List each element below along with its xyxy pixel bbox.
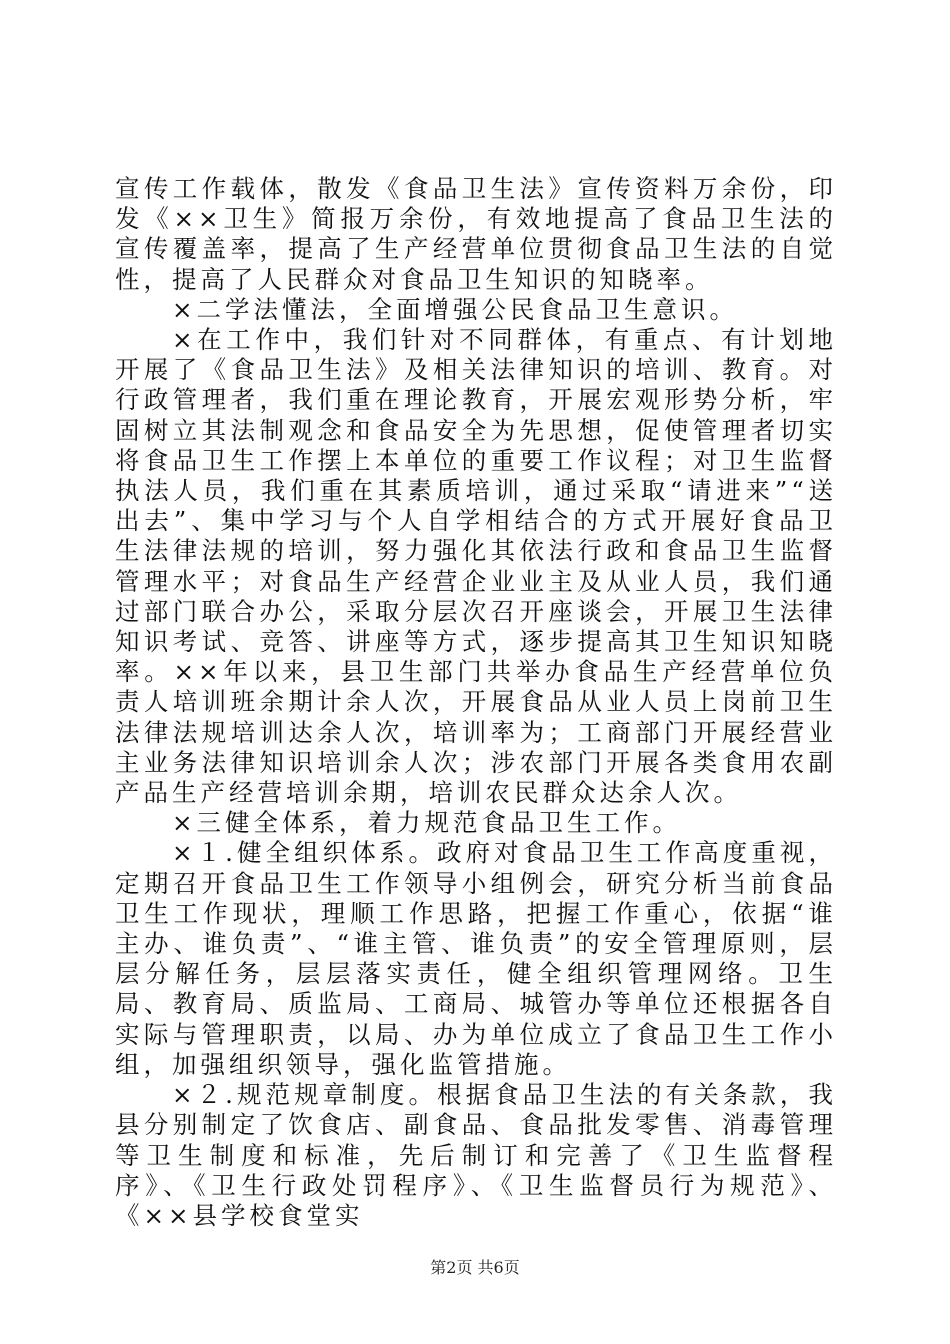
paragraph-1: 宣传工作载体，散发《食品卫生法》宣传资料万余份，印发《××卫生》简报万余份，有效地提高了食品卫生法的宣传覆盖率，提高了生产经营单位贯彻食品卫生法的自觉性，提高了人民群众对食品卫生知识的知晓率。	[115, 174, 837, 294]
paragraph-heading-2: ×二学法懂法，全面增强公民食品卫生意识。	[172, 294, 739, 324]
paragraph-training: ×在工作中，我们针对不同群体，有重点、有计划地开展了《食品卫生法》及相关法律知识的培训、教育。对行政管理者，我们重在理论教育，开展宏观形势分析，牢固树立其法制观念和食品安全为先思想，促使管理者切实将食品卫生工作摆上本单位的重要工作议程；对卫生监督执法人员，我们重在其素质培训，通过采取“请进来”“送出去”、集中学习与个人自学相结合的方式开展好食品卫生法律法规的培训，努力强化其依法行政和食品卫生监督管理水平；对食品生产经营企业业主及从业人员，我们通过部门联合办公，采取分层次召开座谈会，开展卫生法律知识考试、竞答、讲座等方式，逐步提高其卫生知识知晓率。××年以来，县卫生部门共举办食品生产经营单位负责人培训班余期计余人次，开展食品从业人员上岗前卫生法律法规培训达余人次，培训率为；工商部门开展经营业主业务法律知识培训余人次；涉农部门开展各类食用农副产品生产经营培训余期，培训农民群众达余人次。	[115, 325, 837, 808]
document-body	[115, 174, 837, 1231]
page-number-footer: 第2页 共6页	[430, 1258, 520, 1277]
paragraph-regulations: ×２.规范规章制度。根据食品卫生法的有关条款，我县分别制定了饮食店、副食品、食品批发零售、消毒管理等卫生制度和标准，先后制订和完善了《卫生监督程序》、《卫生行政处罚程序》、《卫生监督员行为规范》、《××县学校食堂实	[115, 1080, 837, 1230]
paragraph-heading-3: ×三健全体系，着力规范食品卫生工作。	[172, 808, 682, 838]
paragraph-organization-system: ×１.健全组织体系。政府对食品卫生工作高度重视，定期召开食品卫生工作领导小组例会，研究分析当前食品卫生工作现状，理顺工作思路，把握工作重心，依据“谁主办、谁负责”、“谁主管、谁负责”的安全管理原则，层层分解任务，层层落实责任，健全组织管理网络。卫生局、教育局、质监局、工商局、城管办等单位还根据各自实际与管理职责，以局、办为单位成立了食品卫生工作小组，加强组织领导，强化监管措施。	[115, 838, 837, 1079]
